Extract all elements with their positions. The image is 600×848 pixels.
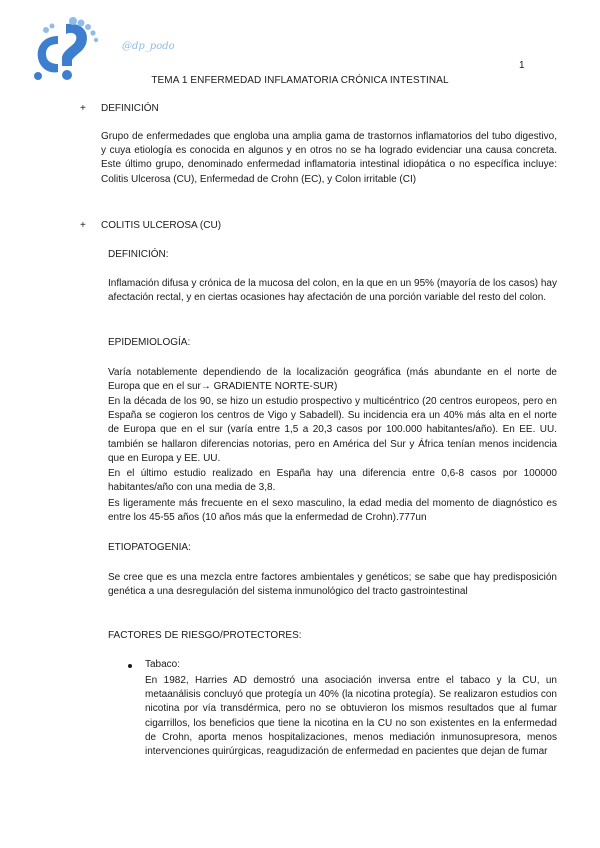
epidemiologia-paragraph-3: En el último estudio realizado en España hay una diferencia entre 0,6-8 casos por 100000 habitantes/año con una media de 3,8. [108,468,557,494]
colitis-definicion-paragraph: Inflamación difusa y crónica de la mucosa del colon, en la que en un 95% (mayoría de los casos) hay afectación rectal, y en ciertas ocasiones hay afectación de una porción variable del resto del colon. [108,278,557,304]
heading-text: DEFINICIÓN [101,103,159,114]
subheading-factores: FACTORES DE RIESGO/PROTECTORES: [108,630,302,641]
definicion-paragraph: Grupo de enfermedades que engloba una amplia gama de trastornos inflamatorios del tubo digestivo, y cuya etiología es conocida en algunos y en otros no se ha logrado evidenciar una causa concreta. Este último grupo, denominado enfermedad inflamatoria intestinal idiopática o no específica incluye: Colitis Ulcerosa (CU), Enfermedad de Crohn (EC), y Colon irritable (CI) [101,131,557,185]
heading-text: COLITIS ULCEROSA (CU) [101,220,222,231]
epidemiologia-paragraph-1: Varía notablemente dependiendo de la localización geográfica (más abundante en el norte de Europa que en el sur→ GRADIENTE NORTE-SUR) [108,367,557,393]
epidemiologia-paragraph-2: En la década de los 90, se hizo un estudio prospectivo y multicéntrico (20 centros europeos, pero en España se cogieron los centros de Vigo y Sabadell). Su incidencia era un 40% más alta en el norte de Europa que en el sur (varía entre 1,5 a 20,3 casos por 100.000 habitantes/año). En EE. UU. también se hallaron diferencias notorias, pero en América del Sur y África tenían menos incidencia que en Europa y EE. UU. [108,396,557,464]
tabaco-label: Tabaco: [145,659,181,670]
plus-bullet-icon: + [80,103,86,114]
epidemiologia-paragraph-4: Es ligeramente más frecuente en el sexo masculino, la edad media del momento de diagnóstico es entre los 45-55 años (10 años más que la enfermedad de Crohn).777un [108,498,557,524]
section-heading-definicion [80,103,159,114]
subheading-definicion: DEFINICIÓN: [108,249,169,260]
plus-bullet-icon: + [80,220,86,231]
page-number: 1 [519,60,525,71]
bullet-dot-icon [128,664,132,668]
subheading-epidemiologia: EPIDEMIOLOGÍA: [108,337,191,348]
list-item-tabaco [145,659,180,670]
section-heading-colitis [80,220,222,231]
subheading-etiopatogenia: ETIOPATOGENIA: [108,542,191,553]
etiopatogenia-paragraph: Se cree que es una mezcla entre factores ambientales y genéticos; se sabe que hay predisposición genética a una desregulación del sistema inmunológico del tracto gastrointestinal [108,572,557,598]
author-handle: @dp_podo [122,41,175,52]
page-title: TEMA 1 ENFERMEDAD INFLAMATORIA CRÓNICA INTESTINAL [151,75,449,86]
tabaco-paragraph: En 1982, Harries AD demostró una asociación inversa entre el tabaco y la CU, un metaanálisis concluyó que protegía un 40% (la nicotina protegía). Se realizaron estudios con nicotina por vía transdérmica, pero no se obtuvieron los mismos resultados que al fumar cigarrillos, los beneficios que tiene la nicotina en la CU no son existentes en la enfermedad de Crohn, aporta menos hospitalizaciones, menos mediación inmunosupresora, menos intervenciones quirúrgicas, reagudización de enfermedad en pacientes que dejan de fumar [145,675,557,758]
logo-icon [28,14,108,84]
